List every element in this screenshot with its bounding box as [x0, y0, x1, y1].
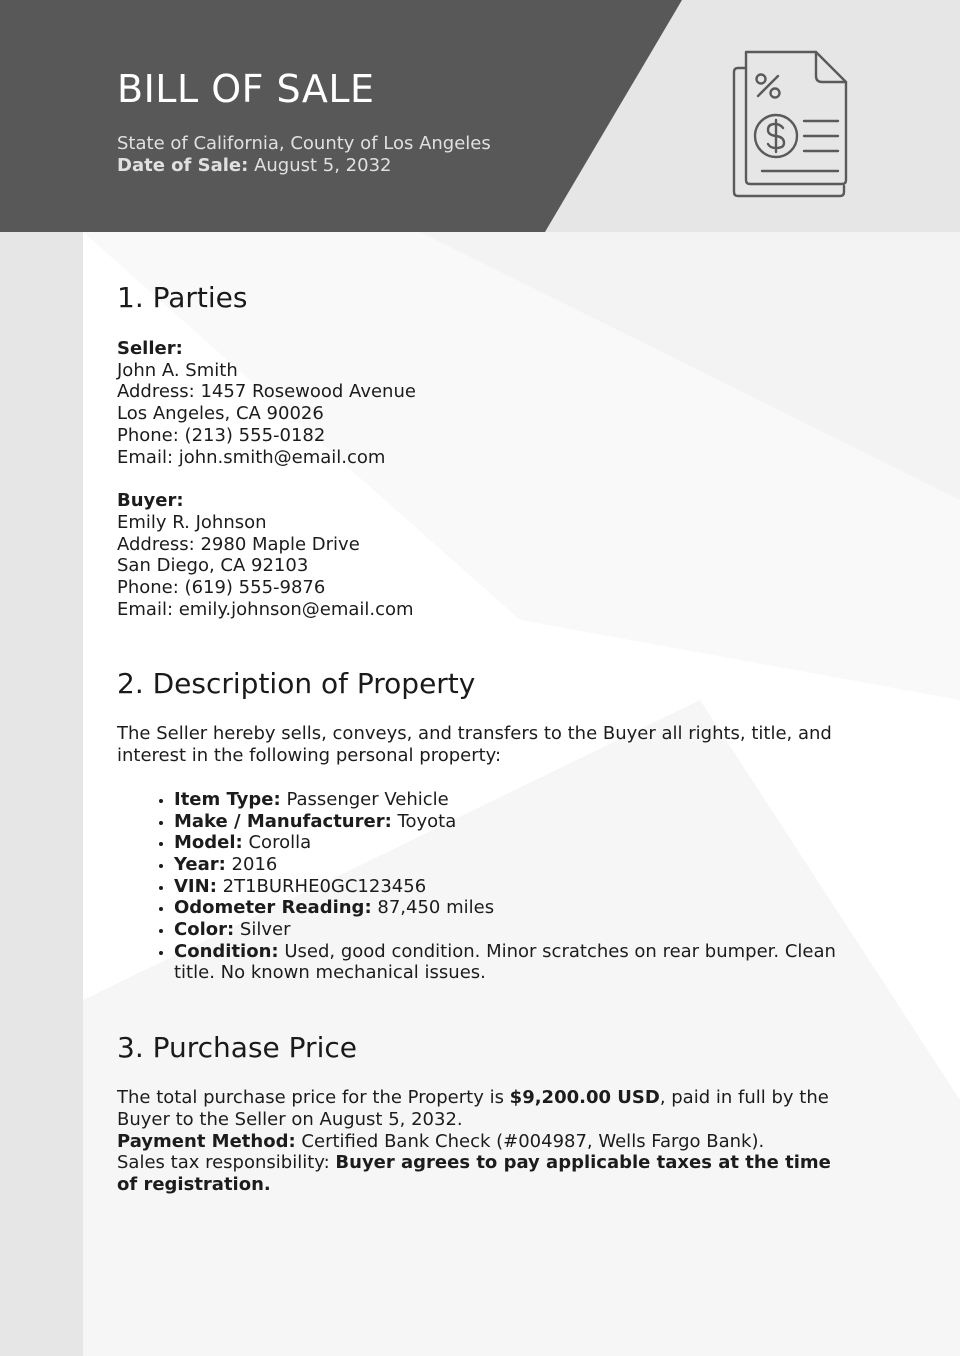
property-item-label: Color:: [174, 919, 235, 941]
payment-method-value: Certified Bank Check (#004987, Wells Fargo Bank).: [301, 1130, 765, 1152]
property-item-label: Year:: [174, 853, 226, 875]
property-item-value: Corolla: [248, 832, 312, 854]
payment-method-label: Payment Method:: [117, 1130, 296, 1152]
buyer-city: San Diego, CA 92103: [117, 555, 309, 577]
buyer-label: Buyer:: [117, 490, 184, 512]
property-item-value: 2016: [231, 853, 278, 875]
property-item-label: Odometer Reading:: [174, 897, 372, 919]
price-heading: 3. Purchase Price: [117, 1031, 357, 1065]
tax-label: Sales tax responsibility:: [117, 1152, 330, 1174]
tax-responsibility: [117, 1152, 852, 1195]
seller-block: [117, 338, 852, 468]
seller-address: Address: 1457 Rosewood Avenue: [117, 381, 416, 403]
property-section: [117, 664, 852, 984]
payment-method: [117, 1131, 852, 1153]
seller-name: John A. Smith: [117, 359, 238, 381]
location-line: State of California, County of Los Angeles: [117, 133, 491, 154]
property-item-label: Condition:: [174, 940, 279, 962]
seller-label: Seller:: [117, 338, 183, 359]
property-item-value: Used, good condition. Minor scratches on rear bumper. Clean title. No known mechanical issues.: [174, 940, 836, 984]
property-item: [174, 832, 852, 854]
property-item-value: Passenger Vehicle: [286, 788, 449, 810]
price-text: [117, 1087, 852, 1130]
invoice-dollar-percent-icon: [728, 46, 854, 200]
price-text-after: , paid in full by the Buyer to the Seller on August 5, 2032.: [117, 1087, 829, 1130]
document-header: [0, 0, 960, 232]
seller-city: Los Angeles, CA 90026: [117, 403, 324, 425]
buyer-address: Address: 2980 Maple Drive: [117, 533, 360, 555]
date-line: [117, 155, 491, 177]
property-item-label: Make / Manufacturer:: [174, 810, 392, 832]
parties-section: [117, 278, 852, 620]
price-section: [117, 1028, 852, 1196]
property-item-label: Model:: [174, 832, 243, 854]
property-item-value: 87,450 miles: [377, 897, 495, 919]
property-item-label: Item Type:: [174, 788, 281, 810]
property-item-value: Toyota: [397, 810, 457, 832]
buyer-block: [117, 490, 852, 620]
property-item: [174, 941, 852, 984]
property-item-value: Silver: [239, 919, 291, 941]
property-item-list: [117, 789, 852, 984]
property-heading: 2. Description of Property: [117, 667, 476, 701]
date-value: August 5, 2032: [254, 155, 392, 176]
buyer-name: Emily R. Johnson: [117, 511, 267, 533]
document-body: [117, 278, 852, 1196]
buyer-phone: Phone: (619) 555-9876: [117, 577, 326, 599]
property-item: [174, 789, 852, 811]
seller-phone: Phone: (213) 555-0182: [117, 424, 326, 446]
property-item: [174, 876, 852, 898]
buyer-email: Email: emily.johnson@email.com: [117, 598, 414, 620]
property-item: [174, 811, 852, 833]
property-item: [174, 919, 852, 941]
price-amount: $9,200.00 USD: [509, 1087, 660, 1109]
seller-email: Email: john.smith@email.com: [117, 446, 386, 468]
property-intro: The Seller hereby sells, conveys, and transfers to the Buyer all rights, title, and interest in the following personal property:: [117, 723, 832, 767]
property-item-label: VIN:: [174, 875, 217, 897]
price-text-before: The total purchase price for the Property is: [117, 1087, 510, 1109]
parties-heading: 1. Parties: [117, 281, 248, 314]
property-item: [174, 854, 852, 876]
left-margin-strip: [0, 232, 83, 1356]
document-title: BILL OF SALE: [117, 67, 375, 111]
document-subtitle: [117, 133, 491, 177]
property-item-value: 2T1BURHE0GC123456: [222, 875, 427, 897]
property-item: [174, 897, 852, 919]
date-label: Date of Sale:: [117, 155, 249, 176]
tax-value: Buyer agrees to pay applicable taxes at the time of registration.: [117, 1152, 831, 1195]
